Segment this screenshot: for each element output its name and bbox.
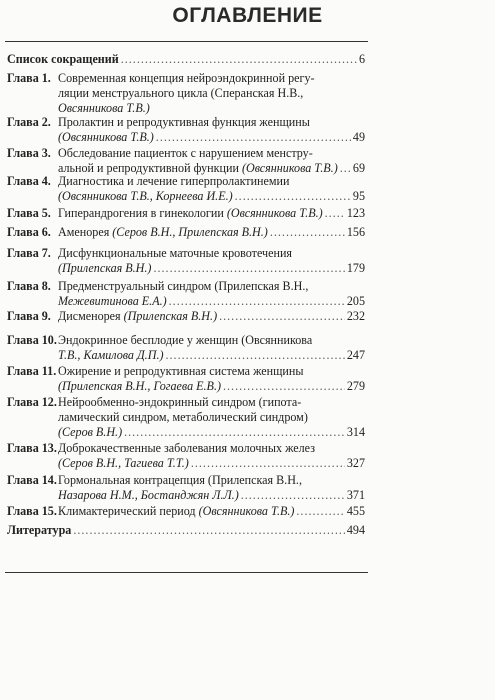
page-number: 247 [346, 348, 365, 362]
page-number: 494 [346, 523, 365, 537]
entry-last-line [58, 101, 365, 116]
entry-label: Глава 9. [7, 309, 51, 323]
toc-entry [7, 71, 365, 116]
entry-label: Глава 8. [7, 279, 51, 293]
entry-last-text [58, 206, 323, 221]
bottom-rule [5, 572, 368, 573]
entry-body [58, 395, 365, 440]
leader-dots [270, 225, 345, 240]
entry-last-text [58, 101, 150, 116]
page-number: 455 [346, 504, 365, 518]
entry-last-text [58, 488, 239, 503]
entry-body [58, 246, 365, 276]
entry-line: Ожирение и репродуктивная система женщины [58, 364, 304, 378]
entry-title-text: Климактерический период [58, 504, 199, 518]
page-number: 205 [346, 294, 365, 308]
entry-authors: (Прилепская В.Н., Гогаева Е.В.) [58, 379, 221, 393]
entry-last-text [58, 456, 189, 471]
entry-body [58, 333, 365, 363]
entry-body [58, 174, 365, 204]
toc-entry [7, 333, 365, 363]
entry-last-line [58, 348, 365, 363]
leader-dots [325, 206, 345, 221]
entry-label: Глава 3. [7, 146, 51, 160]
entry-label: Глава 5. [7, 206, 51, 220]
toc-entry [7, 523, 365, 538]
entry-label: Глава 13. [7, 441, 57, 455]
entry-authors: Назарова Н.М., Бостанджян Л.Л.) [58, 488, 239, 502]
entry-body [58, 441, 365, 471]
entry-body [58, 225, 365, 240]
entry-line: ламический синдром, метаболический синдром) [58, 410, 308, 424]
toc-entry [7, 279, 365, 309]
page-number: 123 [346, 206, 365, 220]
page-number: 232 [346, 309, 365, 323]
page-number: 6 [358, 52, 365, 66]
entry-authors: Т.В., Камилова Д.П.) [58, 348, 164, 362]
entry-last-line [7, 523, 365, 538]
page-number: 279 [346, 379, 365, 393]
leader-dots [235, 189, 351, 204]
entry-last-line [58, 225, 365, 240]
entry-line: Предменструальный синдром (Прилепская В.Н., [58, 279, 309, 293]
entry-label: Глава 11. [7, 364, 57, 378]
leader-dots [223, 379, 345, 394]
entry-authors: Межевитинова Е.А.) [58, 294, 167, 308]
entry-authors: (Овсянникова Т.В.) [198, 504, 295, 518]
entry-authors: (Серов В.Н.) [58, 425, 123, 439]
entry-last-text [58, 379, 221, 394]
toc-entry [7, 309, 365, 324]
entry-label: Глава 2. [7, 115, 51, 129]
entry-last-line [58, 206, 365, 221]
entry-last-line [58, 309, 365, 324]
entry-last-line [58, 425, 365, 440]
entry-authors: (Овсянникова Т.В.) [58, 130, 154, 144]
leader-dots [124, 425, 345, 440]
entry-line: Эндокринное бесплодие у женщин (Овсянникова [58, 333, 313, 347]
entry-line: Обследование пациенток с нарушением менстру- [58, 146, 313, 160]
leader-dots [219, 309, 345, 324]
entry-last-line [58, 261, 365, 276]
entry-label: Глава 6. [7, 225, 51, 239]
entry-last-text [58, 225, 268, 240]
entry-last-text [58, 504, 294, 519]
leader-dots [241, 488, 345, 503]
entry-line: Гормональная контрацепция (Прилепская В.Н., [58, 473, 302, 487]
top-rule [5, 41, 368, 42]
toc-entry [7, 174, 365, 204]
entry-label: Глава 14. [7, 473, 57, 487]
entry-title-text: альной и репродуктивной функции [58, 161, 242, 175]
leader-dots [191, 456, 345, 471]
entry-authors: (Овсянникова Т.В.) [241, 161, 338, 175]
entry-label: Литература [7, 523, 72, 537]
entry-body [58, 473, 365, 503]
entry-title-text: Гиперандрогения в гинекологии [58, 206, 227, 220]
entry-last-text [58, 348, 164, 363]
leader-dots [169, 294, 345, 309]
entry-last-text [58, 425, 122, 440]
page-number: 314 [346, 425, 365, 439]
entry-label: Глава 1. [7, 71, 51, 85]
page-number: 179 [346, 261, 365, 275]
leader-dots [166, 348, 345, 363]
page-number: 69 [352, 161, 365, 175]
toc-entry [7, 364, 365, 394]
entry-last-text [58, 294, 167, 309]
entry-label: Глава 10. [7, 333, 57, 347]
toc-entry [7, 246, 365, 276]
entry-label: Глава 15. [7, 504, 57, 518]
entry-last-line [58, 456, 365, 471]
entry-line: Доброкачественные заболевания молочных желез [58, 441, 315, 455]
entry-authors: Овсянникова Т.В.) [58, 101, 150, 115]
entry-line: ляции менструального цикла (Сперанская Н.В., [58, 86, 304, 100]
entry-body [58, 71, 365, 116]
entry-title-text: Аменорея [58, 225, 113, 239]
entry-label: Глава 7. [7, 246, 51, 260]
entry-last-line [58, 504, 365, 519]
entry-last-text [58, 261, 151, 276]
toc-entry [7, 225, 365, 240]
entry-authors: (Овсянникова Т.В.) [226, 206, 323, 220]
entry-title-text: Дисменорея [58, 309, 124, 323]
entry-last-text [58, 130, 154, 145]
toc-entry [7, 52, 365, 67]
entry-body [58, 279, 365, 309]
page-number: 95 [352, 189, 365, 203]
entry-body [58, 146, 365, 176]
page-number: 327 [346, 456, 365, 470]
leader-dots [73, 523, 345, 538]
entry-line: Диагностика и лечение гиперпролактинемии [58, 174, 290, 188]
entry-line: Дисфункциональные маточные кровотечения [58, 246, 292, 260]
entry-authors: (Овсянникова Т.В., Корнеева И.Е.) [58, 189, 233, 203]
leader-dots [153, 261, 344, 276]
page-number: 49 [352, 130, 365, 144]
toc-entry [7, 206, 365, 221]
entry-body [58, 206, 365, 221]
entry-line: Современная концепция нейроэндокринной регу- [58, 71, 315, 85]
toc-entry [7, 473, 365, 503]
entry-authors: (Серов В.Н., Тагиева Т.Т.) [58, 456, 189, 470]
toc-entry [7, 115, 365, 145]
entry-authors: (Серов В.Н., Прилепская В.Н.) [112, 225, 268, 239]
entry-body [58, 364, 365, 394]
toc-entry [7, 441, 365, 471]
entry-last-line [58, 130, 365, 145]
entry-body [58, 115, 365, 145]
entry-line: Пролактин и репродуктивная функция женщины [58, 115, 310, 129]
entry-last-line [7, 52, 365, 67]
leader-dots [156, 130, 351, 145]
page-number: 371 [346, 488, 365, 502]
entry-body [58, 309, 365, 324]
entry-authors: (Прилепская В.Н.) [58, 261, 152, 275]
page-title: ОГЛАВЛЕНИЕ [172, 4, 323, 27]
entry-last-line [58, 379, 365, 394]
entry-label: Глава 12. [7, 395, 57, 409]
entry-last-line [58, 189, 365, 204]
toc-entry [7, 146, 365, 176]
leader-dots [296, 504, 344, 519]
leader-dots [121, 52, 357, 67]
entry-last-line [58, 294, 365, 309]
entry-last-text [58, 309, 217, 324]
page-number: 156 [346, 225, 365, 239]
toc-entry [7, 504, 365, 519]
entry-last-line [58, 488, 365, 503]
entry-last-text [58, 189, 233, 204]
toc-entry [7, 395, 365, 440]
entry-line: Нейрообменно-эндокринный синдром (гипота- [58, 395, 302, 409]
entry-label: Список сокращений [7, 52, 119, 66]
entry-label: Глава 4. [7, 174, 51, 188]
entry-body [58, 504, 365, 519]
entry-authors: (Прилепская В.Н.) [123, 309, 218, 323]
